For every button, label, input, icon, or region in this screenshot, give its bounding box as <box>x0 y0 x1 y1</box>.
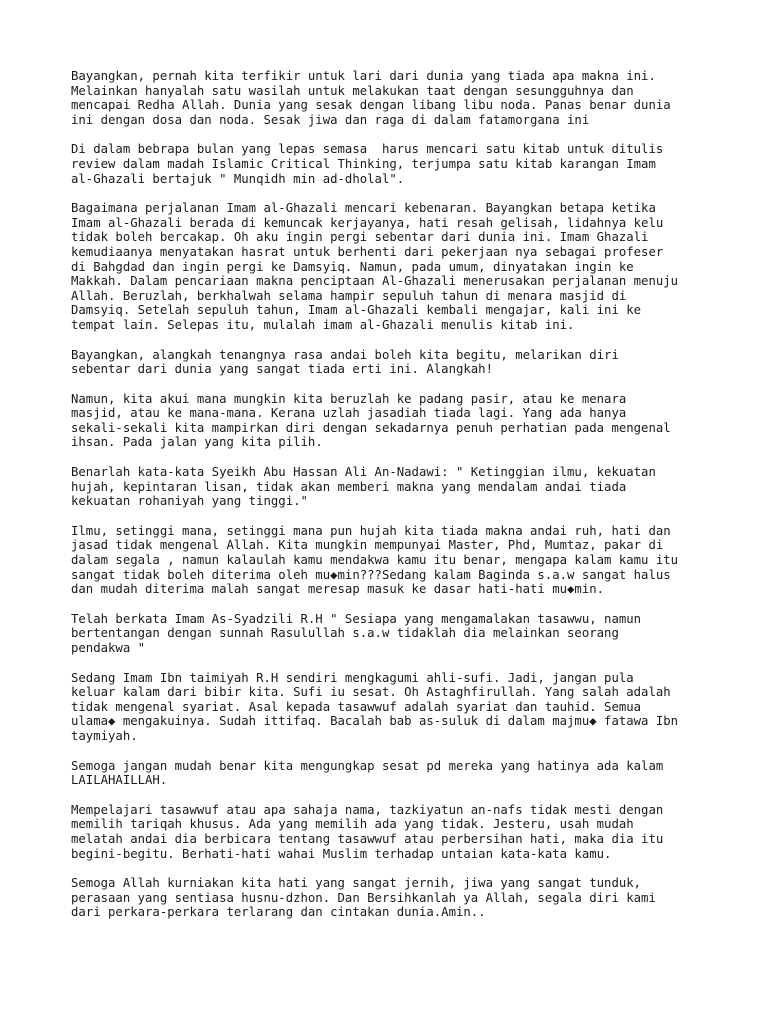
paragraph <box>71 392 721 450</box>
text-line: dalam segala , namun kalaulah kamu mendakwa kamu itu benar, mengapa kalam kamu itu <box>71 553 679 568</box>
text-line: sebentar dari dunia yang sangat tiada erti ini. Alangkah! <box>71 362 493 377</box>
paragraph <box>71 671 721 744</box>
paragraph <box>71 348 721 377</box>
text-line: Telah berkata Imam As-Syadzili R.H " Sesiapa yang mengamalakan tasawwu, namun <box>71 611 642 626</box>
document-body <box>71 69 721 935</box>
text-line: Mempelajari tasawwuf atau apa sahaja nama, tazkiyatun an-nafs tidak mesti dengan <box>71 802 664 817</box>
text-line: melatah andai dia berbicara tentang tasawwuf atau perbersihan hati, maka dia itu <box>71 831 664 846</box>
text-line: dan mudah diterima malah sangat meresap masuk ke dasar hati-hati mu◆min. <box>71 582 605 597</box>
text-line: Semoga Allah kurniakan kita hati yang sangat jernih, jiwa yang sangat tunduk, <box>71 876 642 891</box>
paragraph <box>71 759 721 788</box>
text-line: review dalam madah Islamic Critical Thinking, terjumpa satu kitab karangan Imam <box>71 156 656 171</box>
text-line: sangat tidak boleh diterima oleh mu◆min???Sedang kalam Baginda s.a.w sangat halus <box>71 567 671 582</box>
paragraph <box>71 612 721 656</box>
text-line: Bayangkan, pernah kita terfikir untuk lari dari dunia yang tiada apa makna ini. <box>71 69 656 83</box>
text-line: mencapai Redha Allah. Dunia yang sesak dengan libang libu noda. Panas benar dunia <box>71 98 671 113</box>
text-line: memilih tariqah khusus. Ada yang memilih ada yang tidak. Jesteru, usah mudah <box>71 817 634 832</box>
text-line: Melainkan hanyalah satu wasilah untuk melakukan taat dengan sesungguhnya dan <box>71 83 634 98</box>
text-line: ulama◆ mengakuinya. Sudah ittifaq. Bacalah bab as-suluk di dalam majmu◆ fatawa Ibn <box>71 714 679 729</box>
text-line: al-Ghazali bertajuk " Munqidh min ad-dholal". <box>71 171 405 186</box>
text-line: kekuatan rohaniyah yang tinggi." <box>71 494 308 509</box>
text-line: Bayangkan, alangkah tenangnya rasa andai boleh kita begitu, melarikan diri <box>71 347 619 362</box>
text-line: Damsyiq. Setelah sepuluh tahun, Imam al-Ghazali kembali mengajar, kali ini ke <box>71 303 642 318</box>
text-line: Ilmu, setinggi mana, setinggi mana pun hujah kita tiada makna andai ruh, hati dan <box>71 523 671 538</box>
paragraph <box>71 142 721 186</box>
text-line: sekali-sekali kita mampirkan diri dengan sekadarnya penuh perhatian pada mengenal <box>71 420 671 435</box>
text-line: LAILAHAILLAH. <box>71 773 168 788</box>
text-line: Sedang Imam Ibn taimiyah R.H sendiri mengkagumi ahli-sufi. Jadi, jangan pula <box>71 670 634 685</box>
text-line: di Bahgdad dan ingin pergi ke Damsyiq. Namun, pada umum, dinyatakan ingin ke <box>71 259 634 274</box>
text-line: kemudiaanya menyatakan hasrat untuk berhenti dari pekerjaan nya sebagai profeser <box>71 244 664 259</box>
paragraph <box>71 465 721 509</box>
text-line: begini-begitu. Berhati-hati wahai Muslim terhadap untaian kata-kata kamu. <box>71 846 612 861</box>
text-line: Makkah. Dalam pencariaan makna penciptaan Al-Ghazali menerusakan perjalanan menuju <box>71 274 679 289</box>
paragraph <box>71 524 721 597</box>
text-line: pendakwa " <box>71 641 146 655</box>
text-line: Semoga jangan mudah benar kita mengungkap sesat pd mereka yang hatinya ada kalam <box>71 758 664 773</box>
paragraph <box>71 69 721 127</box>
text-line: tidak boleh bercakap. Oh aku ingin pergi sebentar dari dunia ini. Imam Ghazali <box>71 230 649 245</box>
text-line: perasaan yang sentiasa husnu-dzhon. Dan Bersihkanlah ya Allah, segala diri kami <box>71 890 656 905</box>
paragraph <box>71 803 721 861</box>
text-line: ini dengan dosa dan noda. Sesak jiwa dan raga di dalam fatamorgana ini <box>71 112 590 127</box>
text-line: masjid, atau ke mana-mana. Kerana uzlah jasadiah tiada lagi. Yang ada hanya <box>71 406 627 421</box>
text-line: Namun, kita akui mana mungkin kita beruzlah ke padang pasir, atau ke menara <box>71 391 627 406</box>
text-line: keluar kalam dari bibir kita. Sufi iu sesat. Oh Astaghfirullah. Yang salah adalah <box>71 685 671 700</box>
paragraph <box>71 201 721 332</box>
text-line: ihsan. Pada jalan yang kita pilih. <box>71 435 323 450</box>
text-line: Di dalam bebrapa bulan yang lepas semasa harus mencari satu kitab untuk ditulis <box>71 142 664 157</box>
text-line: dari perkara-perkara terlarang dan cintakan dunia.Amin.. <box>71 905 486 920</box>
text-line: Benarlah kata-kata Syeikh Abu Hassan Ali An-Nadawi: " Ketinggian ilmu, kekuatan <box>71 465 656 480</box>
text-line: Allah. Beruzlah, berkhalwah selama hampir sepuluh tahun di menara masjid di <box>71 288 627 303</box>
text-line: tempat lain. Selepas itu, mulalah imam al-Ghazali menulis kitab ini. <box>71 317 575 332</box>
paragraph <box>71 876 721 920</box>
text-line: hujah, kepintaran lisan, tidak akan memberi makna yang mendalam andai tiada <box>71 479 627 494</box>
text-line: tidak mengenal syariat. Asal kepada tasawwuf adalah syariat dan tauhid. Semua <box>71 699 642 714</box>
text-line: Bagaimana perjalanan Imam al-Ghazali mencari kebenaran. Bayangkan betapa ketika <box>71 201 656 216</box>
text-line: taymiyah. <box>71 728 138 743</box>
text-line: Imam al-Ghazali berada di kemuncak kerjayanya, hati resah gelisah, lidahnya kelu <box>71 215 664 230</box>
text-line: bertentangan dengan sunnah Rasulullah s.a.w tidaklah dia melainkan seorang <box>71 626 619 641</box>
text-line: jasad tidak mengenal Allah. Kita mungkin mempunyai Master, Phd, Mumtaz, pakar di <box>71 538 664 553</box>
